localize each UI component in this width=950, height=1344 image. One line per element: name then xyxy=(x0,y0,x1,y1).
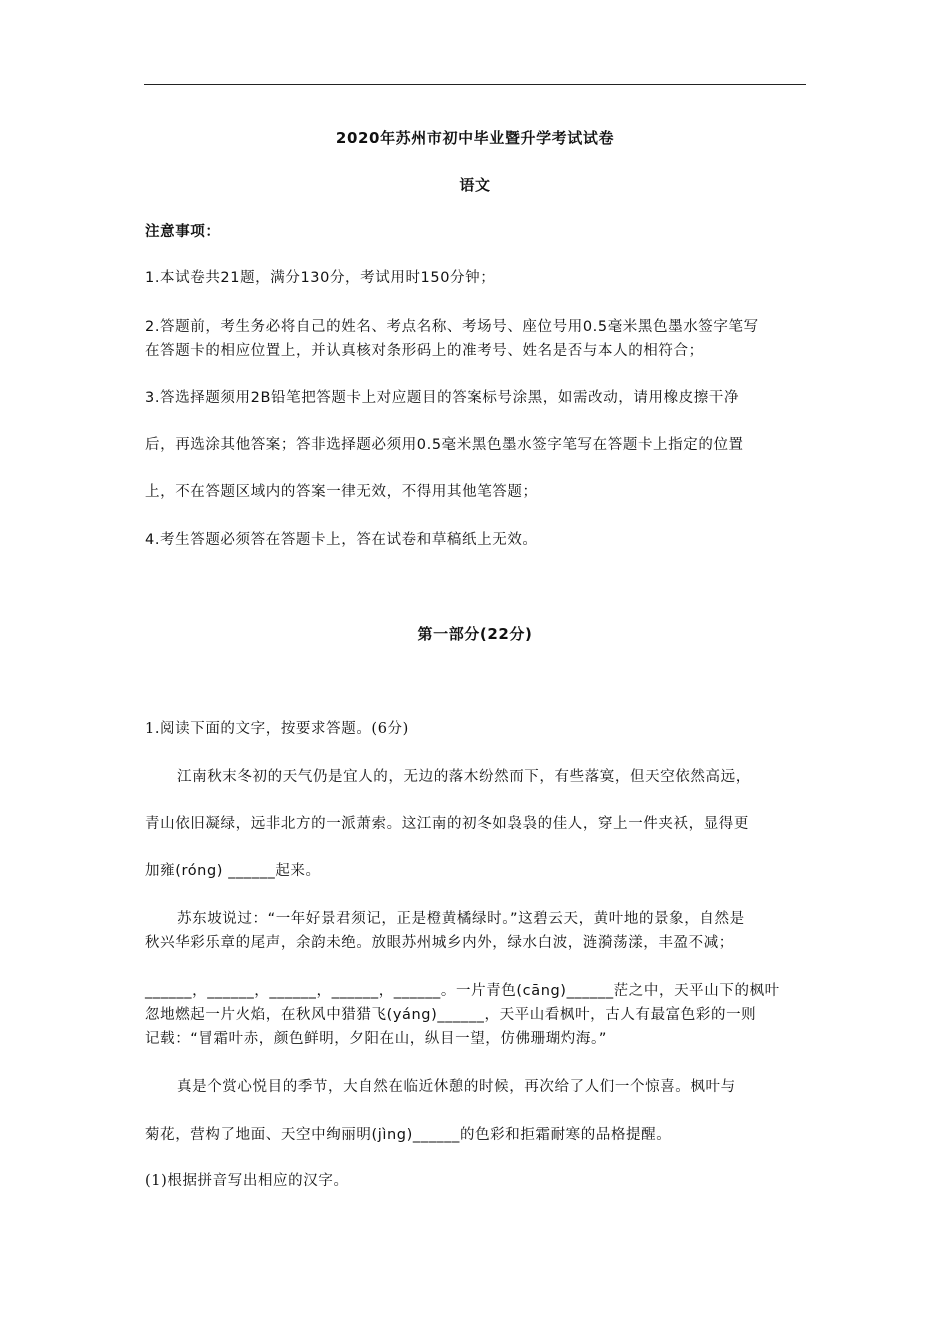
notice-item: 后，再选涂其他答案；答非选择题必须用0.5毫米黑色墨水签字笔写在答题卡上指定的位置 xyxy=(145,437,744,453)
question-1: 1.阅读下面的文字，按要求答题。(6分) xyxy=(145,721,409,737)
notice-item: 1.本试卷共21题，满分130分，考试用时150分钟； xyxy=(145,270,496,286)
sub-question-1: (1)根据拼音写出相应的汉字。 xyxy=(145,1173,349,1189)
notice-item: 上，不在答题区域内的答案一律无效，不得用其他笔答题； xyxy=(145,484,538,500)
part-heading: 第一部分(22分) xyxy=(417,625,533,643)
passage-line: 青山依旧凝绿，远非北方的一派萧索。这江南的初冬如袅袅的佳人，穿上一件夹袄，显得更 xyxy=(145,816,749,832)
passage-line: 菊花，营构了地面、天空中绚丽明(jìng)______的色彩和拒霜耐寒的品格提醒。 xyxy=(145,1127,672,1143)
notice-heading: 注意事项： xyxy=(145,224,221,240)
notice-item: 2.答题前，考生务必将自己的姓名、考点名称、考场号、座位号用0.5毫米黑色墨水签字笔写 xyxy=(145,319,759,335)
notice-item: 3.答选择题须用2B铅笔把答题卡上对应题目的答案标号涂黑，如需改动，请用橡皮擦干净 xyxy=(145,390,740,406)
passage-line: 苏东坡说过：“一年好景君须记，正是橙黄橘绿时。”这碧云天，黄叶地的景象，自然是 xyxy=(177,911,745,927)
passage-line: 加雍(róng) ______起来。 xyxy=(145,863,321,879)
exam-title: 2020年苏州市初中毕业暨升学考试试卷 xyxy=(335,129,615,147)
notice-item: 在答题卡的相应位置上，并认真核对条形码上的准考号、姓名是否与本人的相符合； xyxy=(145,343,704,359)
passage-line: 真是个赏心悦目的季节，大自然在临近休憩的时候，再次给了人们一个惊喜。枫叶与 xyxy=(177,1079,736,1095)
passage-line: ______，______，______，______，______。一片青色(cāng)______茫之中，天平山下的枫叶 xyxy=(145,983,780,999)
header-rule xyxy=(144,84,806,85)
passage-line: 记载：“冒霜叶赤，颜色鲜明，夕阳在山，纵目一望，仿佛珊瑚灼海。” xyxy=(145,1031,607,1047)
passage-line: 忽地燃起一片火焰，在秋风中猎猎飞(yáng)______，天平山看枫叶，古人有最富色彩的一则 xyxy=(145,1007,757,1023)
passage-line: 江南秋末冬初的天气仍是宜人的，无边的落木纷然而下，有些落寞，但天空依然高远， xyxy=(177,769,751,785)
passage-line: 秋兴华彩乐章的尾声，余韵未绝。放眼苏州城乡内外，绿水白波，涟漪荡漾，丰盈不减； xyxy=(145,935,734,951)
notice-item: 4.考生答题必须答在答题卡上，答在试卷和草稿纸上无效。 xyxy=(145,532,538,548)
subject-title: 语文 xyxy=(459,176,491,194)
